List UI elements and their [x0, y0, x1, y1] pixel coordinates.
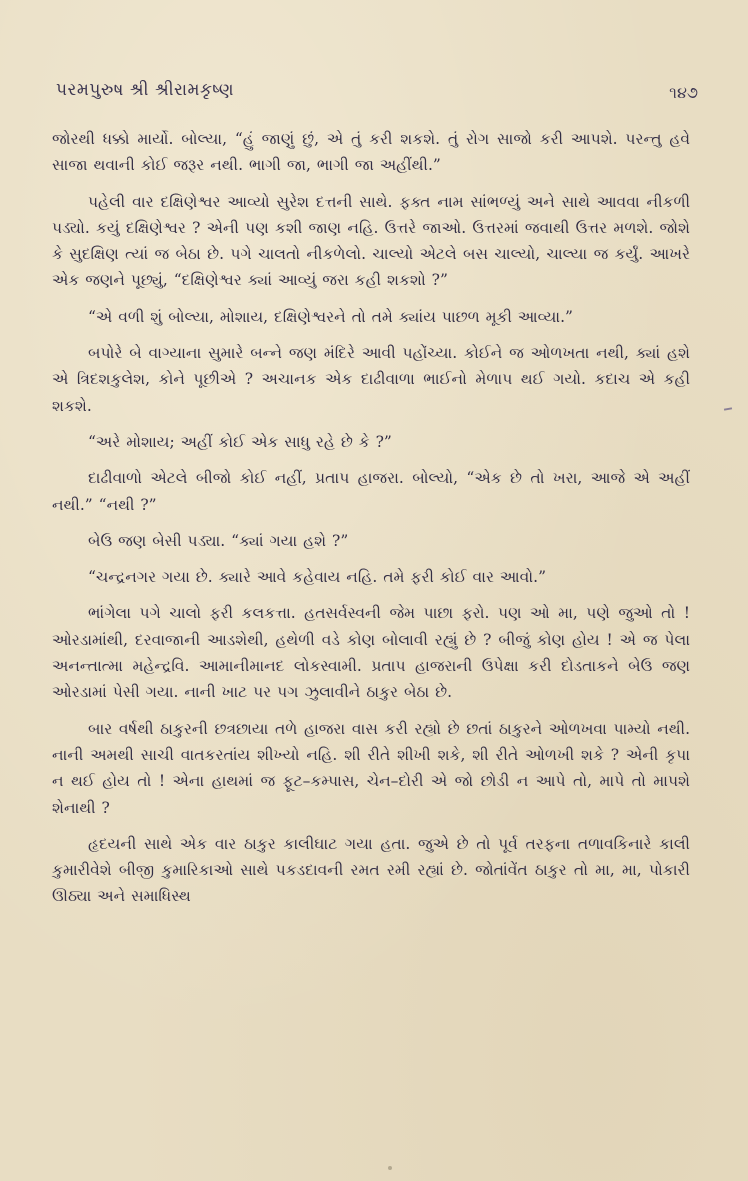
- running-title: પરમપુરુષ શ્રી શ્રીરામકૃષ્ણ: [56, 80, 235, 100]
- paragraph-5: “અરે મોશાય; અહીં કોઈ એક સાધુ રહે છે કે ?”: [88, 432, 392, 451]
- paragraph-6: દાઢીવાળો એટલે બીજો કોઈ નહીં, પ્રતાપ હાજરા. બોલ્યો, “એક છે તો ખરા, આજે એ અહીં નથી.” “નથી ?”: [52, 469, 690, 514]
- margin-pencil-mark: [724, 407, 732, 410]
- paragraph-8: “ચન્દ્રનગર ગયા છે. ક્યારે આવે કહેવાય નહિ. તમે ફરી કોઈ વાર આવો.”: [88, 568, 547, 587]
- paragraph-1: જોરથી ધક્કો માર્યો. બોલ્યા, “હું જાણું છું, એ તું કરી શકશે. તું રોગ સાજો કરી આપશે. પરન્તુ હવે સાજા થવાની કોઈ જરૂર નથી. ભાગી જા, ભાગી જા અહીંથી.”: [52, 130, 690, 175]
- page-speck: [388, 1166, 392, 1170]
- paragraph-4: બપોરે બે વાગ્યાના સુમારે બન્ને જણ મંદિરે આવી પહોંચ્યા. કોઈને જ ઓળખતા નથી, ક્યાં હશે એ ત્રિદશકુલેશ, કોને પૂછીએ ? અચાનક એક દાઢીવાળા ભાઈનો મેળાપ થઈ ગયો. કદાચ એ કહી શકશે.: [52, 344, 690, 415]
- paragraph-7: બેઉ જણ બેસી પડ્યા. “ક્યાં ગયા હશે ?”: [88, 531, 349, 550]
- paragraph-10: બાર વર્ષથી ઠાકુરની છત્રછાયા તળે હાજરા વાસ કરી રહ્યો છે છતાં ઠાકુરને ઓળખવા પામ્યો નથી. નાની અમથી સાચી વાતકરતાંય શીખ્યો નહિ. શી રીતે શીખી શકે, શી રીતે ઓળખી શકે ? એની કૃપા ન થઈ હોય તો ! એના હાથમાં જ ફૂટ–કમ્પાસ, ચેન–દોરી એ જો છોડી ન આપે તો, માપે તો માપશે શેનાથી ?: [52, 719, 690, 817]
- paragraph-11: હૃદયની સાથે એક વાર ઠાકુર કાલીઘાટ ગયા હતા. જુએ છે તો પૂર્વ તરફના તળાવકિનારે કાલી કુમારીવેશે બીજી કુમારિકાઓ સાથે પકડદાવની રમત રમી રહ્યાં છે. જોતાંવેંત ઠાકુર તો મા, મા, પોકારી ઊઠ્યા અને સમાધિસ્થ: [52, 834, 690, 906]
- page-number: ૧૪૭: [669, 83, 698, 102]
- page-header: [0, 0, 748, 100]
- page-body: [52, 126, 690, 920]
- paragraph-2: પહેલી વાર દક્ષિણેશ્વર આવ્યો સુરેશ દત્તની સાથે. ફક્ત નામ સાંભળ્યું અને સાથે આવવા નીકળી પડ્યો. કયું દક્ષિણેશ્વર ? એની પણ કશી જાણ નહિ. ઉત્તરે જાઓ. ઉત્તરમાં જવાથી ઉત્તર મળશે. જોશે કે સુદક્ષિણ ત્યાં જ બેઠા છે. પગે ચાલતો નીકળેલો. ચાલ્યો એટલે બસ ચાલ્યો, ચાલ્યા જ કર્યું. આખરે એક જણને પૂછ્યું, “દક્ષિણેશ્વર ક્યાં આવ્યું જરા કહી શકશો ?”: [52, 192, 690, 290]
- paragraph-9: ભાંગેલા પગે ચાલો ફરી કલકત્તા. હતસર્વસ્વની જેમ પાછા ફરો. પણ ઓ મા, પણે જુઓ તો ! ઓરડામાંથી, દરવાજાની આડશેથી, હથેળી વડે કોણ બોલાવી રહ્યું છે ? બીજું કોણ હોય ! એ જ પેલા અનન્તાત્મા મહેન્દ્રવિ. આમાનીમાનદ લોકસ્વામી. પ્રતાપ હાજરાની ઉપેક્ષા કરી દોડતાકને બેઉ જણ ઓરડામાં પેસી ગયા. નાની ખાટ પર પગ ઝુલાવીને ઠાકુર બેઠા છે.: [52, 604, 690, 702]
- paragraph-3: “એ વળી શું બોલ્યા, મોશાય, દક્ષિણેશ્વરને તો તમે ક્યાંય પાછળ મૂકી આવ્યા.”: [88, 307, 573, 326]
